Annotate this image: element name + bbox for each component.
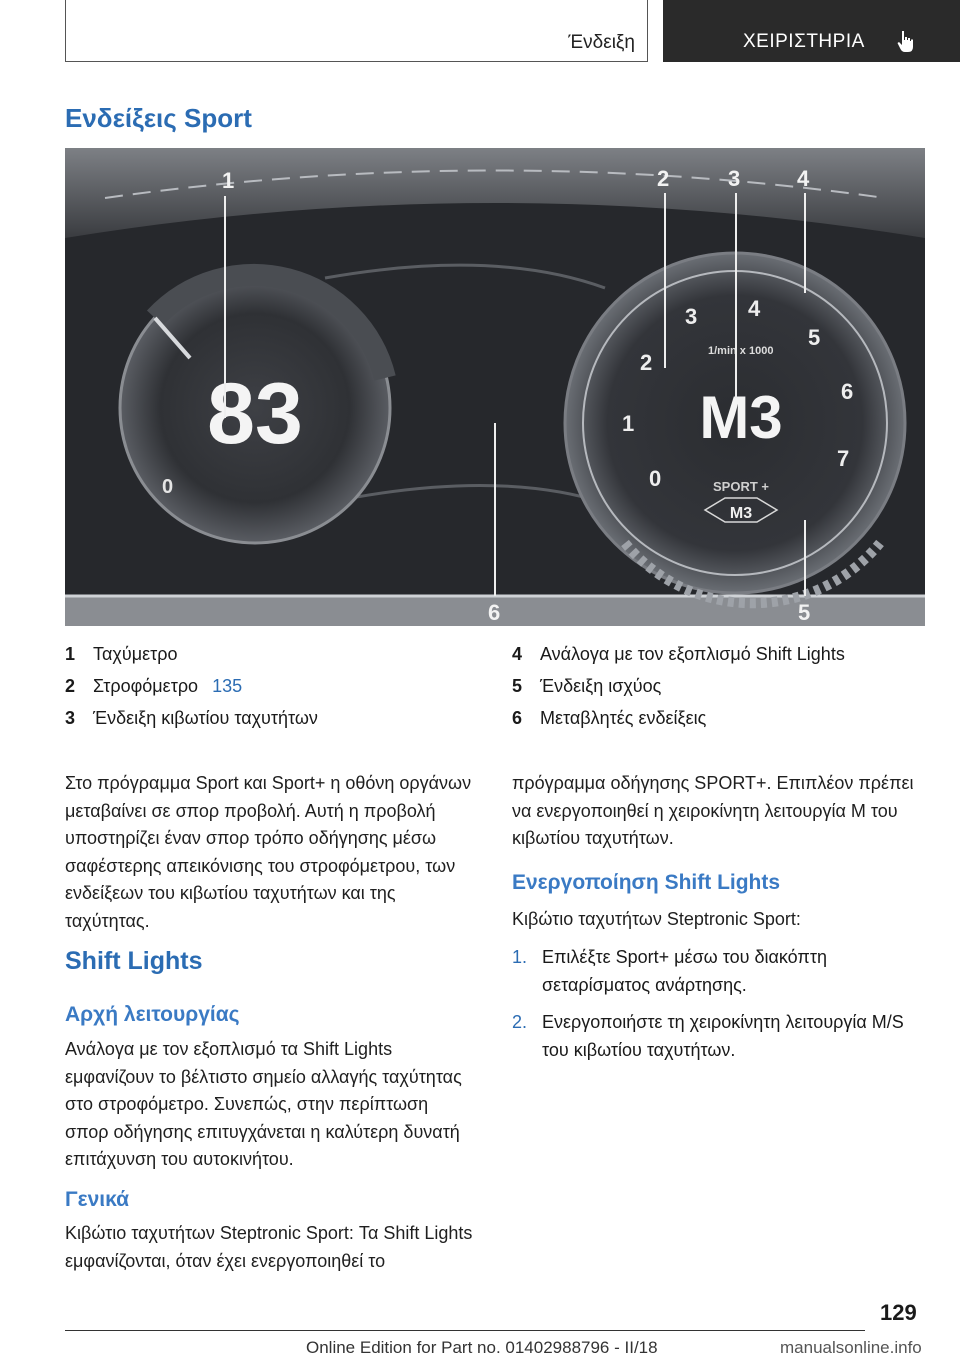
rpm-tick-0: 0 — [649, 466, 662, 491]
drive-mode-gear: M3 — [729, 505, 753, 522]
step-item — [512, 944, 927, 999]
step-text: Επιλέξτε Sport+ μέσω του διακόπτη σεταρίσματος ανάρτησης. — [542, 947, 827, 995]
rpm-tick-6: 6 — [841, 379, 854, 404]
principle-heading: Αρχή λειτουργίας — [65, 1003, 240, 1026]
hand-pointer-icon — [893, 28, 919, 54]
drive-mode-label: SPORT + — [713, 479, 769, 494]
rpm-tick-7: 7 — [837, 446, 850, 471]
step-number: 2. — [512, 1012, 528, 1032]
rpm-tick-4: 4 — [748, 296, 761, 321]
legend-item — [512, 702, 845, 734]
rpm-tick-3: 3 — [685, 304, 698, 329]
callout-6: 6 — [488, 600, 501, 625]
footer-brand: manualsonline.info — [780, 1338, 922, 1357]
legend-text: Στροφόμετρο — [93, 676, 199, 696]
legend-left — [65, 638, 318, 734]
legend-item — [65, 670, 318, 702]
callout-2: 2 — [657, 166, 670, 191]
gear-readout: M3 — [699, 384, 783, 451]
legend-item — [512, 670, 845, 702]
rpm-tick-2: 2 — [640, 350, 653, 375]
legend-number: 1 — [65, 644, 76, 664]
footer-divider — [65, 1330, 865, 1331]
callout-1: 1 — [222, 168, 235, 193]
legend-text: Ένδειξη κιβωτίου ταχυτήτων — [93, 708, 318, 728]
section-header-label: ΧΕΙΡΙΣΤΗΡΙΑ — [743, 31, 865, 52]
legend-text: Μεταβλητές ενδείξεις — [540, 708, 707, 728]
footer-edition: Online Edition for Part no. 01402988796 - II/18 — [306, 1338, 658, 1357]
principle-paragraph: Ανάλογα με τον εξοπλισμό τα Shift Lights εμφανίζουν το βέλτιστο σημείο αλλαγής ταχύτητας στο στροφόμετρο. Συνεπώς, στην περίπτωση σπορ οδήγησης επιτυγχάνεται η καλύτερη δυνατή επιτάχυνση του αυτοκινήτου. — [65, 1039, 462, 1169]
activation-intro: Κιβώτιο ταχυτήτων Steptronic Sport: — [512, 909, 801, 929]
legend-number: 6 — [512, 708, 523, 728]
chapter-tab-label: Ένδειξη — [568, 32, 635, 53]
legend-number: 2 — [65, 676, 76, 696]
rpm-unit-label: 1/min x 1000 — [708, 345, 774, 357]
legend-number: 3 — [65, 708, 76, 728]
rpm-tick-5: 5 — [808, 325, 821, 350]
legend-item — [65, 638, 318, 670]
legend-text: Ταχύμετρο — [93, 644, 178, 664]
instrument-cluster-figure — [65, 148, 925, 626]
chapter-tab — [65, 0, 648, 62]
legend-number: 4 — [512, 644, 523, 664]
legend-item — [65, 702, 318, 734]
callout-3: 3 — [728, 166, 741, 191]
step-number: 1. — [512, 947, 528, 967]
page-title: Ενδείξεις Sport — [65, 103, 252, 133]
instrument-cluster-illustration — [65, 148, 925, 626]
callout-5: 5 — [798, 600, 811, 625]
step-text: Ενεργοποιήστε τη χειροκίνητη λειτουργία M/S του κιβωτίου ταχυτήτων. — [542, 1012, 904, 1060]
activation-heading: Ενεργοποίηση Shift Lights — [512, 871, 781, 894]
shift-lights-heading: Shift Lights — [65, 947, 203, 975]
legend-text: Ένδειξη ισχύος — [540, 676, 662, 696]
step-item — [512, 1009, 927, 1064]
legend-right — [512, 638, 845, 734]
activation-steps — [512, 944, 927, 1074]
page-number: 129 — [880, 1300, 917, 1325]
speed-zero-label: 0 — [162, 476, 174, 498]
legend-item — [512, 638, 845, 670]
general-heading: Γενικά — [65, 1188, 130, 1211]
legend-number: 5 — [512, 676, 523, 696]
rpm-tick-1: 1 — [622, 411, 635, 436]
legend-text: Ανάλογα με τον εξοπλισμό Shift Lights — [540, 644, 845, 664]
callout-4: 4 — [797, 166, 810, 191]
intro-paragraph: Στο πρόγραμμα Sport και Sport+ η οθόνη οργάνων μεταβαίνει σε σπορ προβολή. Αυτή η προβολή υποστηρίζει έναν σπορ τρόπο οδήγησης μέσω σαφέστερης απεικόνισης του στροφόμετρου, των ενδείξεων του κιβωτίου ταχυτήτων και της ταχύτητας. — [65, 773, 472, 931]
speed-readout: 83 — [207, 366, 303, 462]
page-reference-link[interactable]: 135 — [212, 676, 243, 696]
general-paragraph-continued: πρόγραμμα οδήγησης SPORT+. Επιπλέον πρέπει να ενεργοποιηθεί η χειροκίνητη λειτουργία M του κιβωτίου ταχυτήτων. — [512, 773, 914, 848]
general-paragraph: Κιβώτιο ταχυτήτων Steptronic Sport: Τα Shift Lights εμφανίζονται, όταν έχει ενεργοποιηθεί το — [65, 1223, 473, 1271]
